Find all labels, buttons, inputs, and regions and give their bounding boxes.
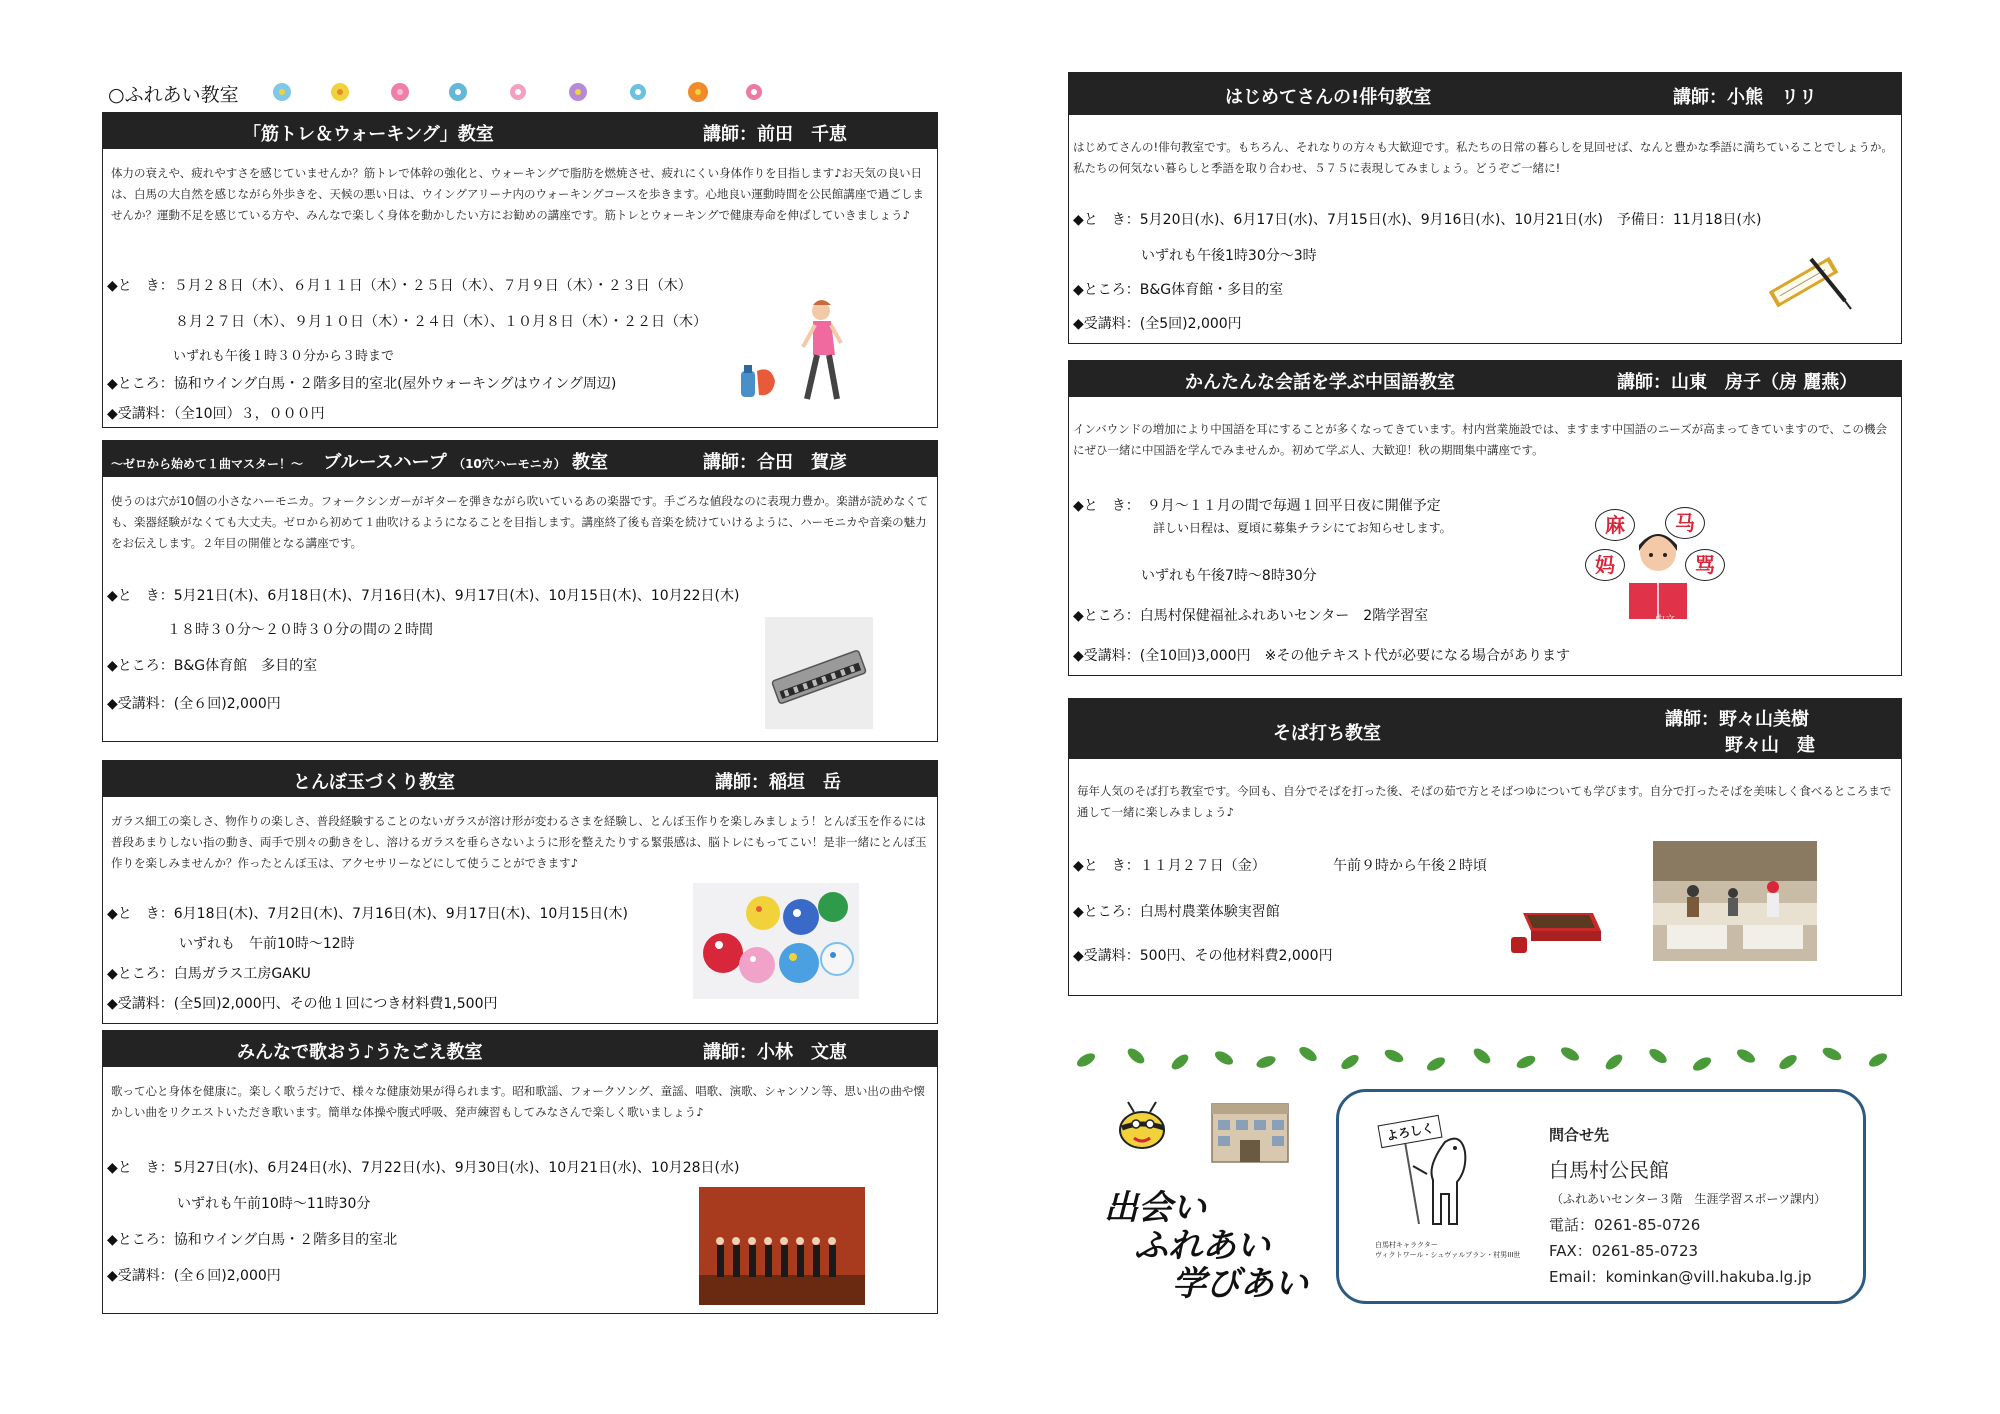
course-description: 使うのは穴が10個の小さなハーモニカ。フォークシンガーがギターを弾きながら吹いているあの楽器です。手ごろな値段なのに表現力豊か。楽譜が読めなくても、楽器経験がなくても大丈夫。ゼロから初めて１曲吹けるようになることを目指します。講座終了後も音楽を続けていけるように、ハーモニカや音楽の魅力をお伝えします。２年目の開催となる講座です。 [111,494,929,550]
slogan-line-1: 出会い [1104,1188,1206,1228]
contact-org: 白馬村公民館 [1549,1158,1669,1182]
soba-tray-icon [1523,913,1601,941]
course-place: ◆ところ：白馬村農業体験実習館 [1073,904,1280,920]
course-teacher: 講師：野々山美樹 [1665,709,1809,730]
course-place: ◆ところ：B&G体育館・多目的室 [1073,282,1284,298]
course-header [103,1031,937,1067]
leaf-icon [1603,1052,1625,1073]
course-teacher: 講師：小林 文恵 [703,1042,847,1063]
course-title-suffix: 教室 [572,452,609,473]
flower-icon [688,82,708,102]
leaf-icon [1169,1052,1191,1073]
course-fee: ◆受講料：(全5回)2,000円 [1073,316,1242,332]
course-teacher: 講師：前田 千恵 [703,124,847,145]
leaf-icon [1559,1045,1581,1064]
contact-phone: 電話：0261-85-0726 [1549,1216,1701,1234]
course-description: 体力の衰えや、疲れやすさを感じていませんか？筋トレで体幹の強化と、ウォーキングで脂肪を燃焼させ、疲れにくい身体作りを目指します♪お天気の良い日は、白馬の大自然を感じながら外歩きを、天候の悪い日は、ウイングアリーナ内のウォーキングコースを歩きます。心地良い運動時間を公民館講座で過ごしませんか？運動不足を感じている方や、みんなで楽しく身体を動かしたい方にお勧めの講座です。筋トレとウォーキングで健康寿命を伸ばしていきましょう♪ [111,166,924,222]
course-kintore-walking [102,112,938,428]
leaf-icon [1735,1047,1757,1066]
course-header [1069,361,1901,397]
course-time: 午前９時から午後２時頃 [1333,858,1487,874]
leaf-icon [1647,1046,1669,1066]
walking-woman-illustration [733,299,863,409]
course-description: インバウンドの増加により中国語を耳にすることが多くなってきています。村内営業施設では、ますます中国語のニーズが高まってきていますので、この機会にぜひ一緒に中国語を学んでみませんか。初めて学ぶ人、大歓迎！秋の期間集中講座です。 [1073,422,1887,457]
course-fee: ◆受講料：500円、その他材料費2,000円 [1073,948,1333,964]
contact-location: （ふれあいセンター３階 生涯学習スポーツ課内） [1551,1192,1827,1206]
course-description: はじめてさんの!俳句教室です。もちろん、それなりの方々も大歓迎です。私たちの日常の暮らしを見回せば、なんと豊かな季語に満ちていることでしょうか。私たちの何気ない暮らしと季語を取り合わせ、５７５に表現してみましょう。どうぞご一緒に! [1073,140,1893,175]
flower-icon [331,83,349,101]
course-time: １８時３０分～２０時３０分の間の２時間 [167,622,433,638]
course-fee: ◆受講料：（全10回）３，０００円 [107,406,325,422]
course-title: とんぼ玉づくり教室 [293,772,455,793]
leaf-icon [1383,1047,1405,1065]
course-title: 「筋トレ＆ウォーキング」教室 [243,124,494,145]
course-when: ◆と き：5月21日(木)、6月18日(木)、7月16日(木)、9月17日(木)、10月15日(木)、10月22日(木) [107,588,740,604]
course-description: 歌って心と身体を健康に。楽しく歌うだけで、様々な健康効果が得られます。昭和歌謡、フォークソング、童謡、唱歌、演歌、シャンソン等、思い出の曲や懐かしい曲をリクエストいただき歌います。簡単な体操や腹式呼吸、発声練習もしてみなさんで楽しく歌いましょう♪ [111,1084,925,1119]
soba-cup-icon [1511,937,1527,953]
contact-heading: 問合せ先 [1549,1126,1610,1144]
course-place: ◆ところ：協和ウイング白馬・２階多目的室北 [107,1232,398,1248]
chinese-char-bubble: 妈 [1585,549,1625,581]
course-title-line [111,448,608,474]
leaf-icon [1125,1046,1147,1067]
course-place: ◆ところ：B&G体育館 多目的室 [107,658,318,674]
course-teacher: 講師：稲垣 岳 [715,772,841,793]
course-time: いずれも午後1時30分～3時 [1141,248,1317,264]
course-description: ガラス細工の楽しさ、物作りの楽しさ、普段経験することのないガラスが溶け形が変わるさまを経験し、とんぼ玉作りを楽しみましょう！とんぼ玉を作るには普段あまりしない指の動き、両手で別々の動きをし、溶けるガラスを垂らさないように形を整えたりする緊張感は、脳トレにもってこい！是非一緒にとんぼ玉作りを楽しみませんか？作ったとんぼ玉は、アクセサリーなどにして使うことができます♪ [111,814,927,870]
course-time: いずれも 午前10時～12時 [179,936,355,952]
course-haiku [1068,72,1902,344]
chinese-char-bubble: 马 [1665,507,1705,539]
building-icon [1210,1102,1290,1164]
course-header [103,761,937,797]
leaf-icon [1213,1049,1235,1068]
course-chinese [1068,360,1902,676]
leaf-icon [1255,1054,1277,1070]
course-description: 毎年人気のそば打ち教室です。今回も、自分でそばを打った後、そばの茹で方とそばつゆについても学びます。自分で打ったそばを美味しく食べるところまで通して一緒に楽しみましょう♪ [1077,784,1892,819]
course-when-note: 詳しい日程は、夏頃に募集チラシにてお知らせします。 [1153,521,1452,535]
choir-stage-photo [699,1187,865,1305]
leaf-icon [1339,1052,1361,1072]
soba-box-illustration [1509,899,1605,959]
course-soba [1068,698,1902,996]
course-header [103,441,937,477]
mascot-name: ヴィクトワール・シュヴァルブラン・村男III世 [1375,1251,1521,1259]
course-place: ◆ところ：白馬村保健福祉ふれあいセンター 2階学習室 [1073,608,1429,624]
flower-decoration [262,76,772,108]
course-title: はじめてさんの!俳句教室 [1225,87,1432,108]
course-place: ◆ところ：白馬ガラス工房GAKU [107,966,311,982]
soba-class-photo [1653,841,1817,961]
leaf-decoration [1074,1042,1894,1076]
course-fee: ◆受講料：(全６回)2,000円 [107,1268,281,1284]
flower-icon [391,83,409,101]
course-when: ◆と き：5月27日(水)、6月24日(水)、7月22日(水)、9月30日(水)、10月21日(水)、10月28日(水) [107,1160,740,1176]
leaf-icon [1691,1055,1713,1074]
course-tonbodama [102,760,938,1024]
towel-icon [757,369,775,395]
flower-icon [746,84,762,100]
course-teacher: 講師：合田 賀彦 [703,452,847,473]
water-bottle-icon [741,365,755,397]
flower-icon [510,84,526,100]
course-fee: ◆受講料：(全5回)2,000円、その他１回につき材料費1,500円 [107,996,498,1012]
flower-icon [630,84,646,100]
flower-icon [273,83,291,101]
section-title: ○ふれあい教室 [108,84,239,106]
book-label: 中文 [1655,615,1675,626]
leaf-icon [1777,1052,1799,1072]
chinese-study-illustration [1579,505,1729,635]
course-teacher-2: 野々山 建 [1725,735,1815,756]
course-title: ブルースハープ [323,452,447,473]
course-when: ◆と き：6月18日(木)、7月2日(木)、7月16日(木)、9月17日(木)、10月15日(木) [107,906,628,922]
chinese-char-bubble: 麻 [1595,509,1635,541]
contact-email[interactable]: Email：kominkan@vill.hakuba.lg.jp [1549,1268,1812,1286]
course-header [1069,73,1901,115]
sign-board: よろしく [1377,1115,1442,1148]
course-utagoe [102,1030,938,1314]
tanzaku-brush-illustration [1749,243,1859,323]
course-header [103,113,937,149]
course-time: いずれも午前10時～11時30分 [177,1196,371,1212]
bee-mascot-illustration [1112,1098,1174,1154]
flower-icon [449,83,467,101]
leaf-icon [1075,1051,1097,1070]
course-when: ◆と き：5月20日(水)、6月17日(水)、7月15日(水)、9月16日(水)、10月21日(水) 予備日：11月18日(水) [1073,212,1762,228]
course-teacher: 講師：山東 房子（房 麗燕） [1617,372,1858,393]
course-blues-harp [102,440,938,742]
course-time: いずれも午後7時～8時30分 [1141,568,1317,584]
leaf-icon [1297,1044,1319,1064]
course-subtitle: ～ゼロから始めて１曲マスター！～ [111,457,304,471]
contact-panel [1336,1089,1866,1304]
course-title: かんたんな会話を学ぶ中国語教室 [1185,372,1455,393]
course-when: ◆と き：５月２８日（木）、６月１１日（木）・２５日（木）、７月９日（木）・２３日（木） [107,278,692,294]
contact-fax: FAX：0261-85-0723 [1549,1242,1699,1260]
glass-beads-photo [693,883,859,999]
leaf-icon [1821,1045,1843,1063]
course-time: いずれも午後１時３０分から３時まで [173,349,395,364]
course-when: ◆と き： ９月～１１月の間で毎週１回平日夜に開催予定 [1073,498,1441,514]
course-place: ◆ところ：協和ウイング白馬・２階多目的室北(屋外ウォーキングはウイング周辺) [107,376,617,392]
course-title-note: （10穴ハーモニカ） [453,457,566,471]
slogan-line-2: ふれあい [1134,1226,1270,1266]
course-fee: ◆受講料：(全６回)2,000円 [107,696,281,712]
course-title: みんなで歌おう♪うたごえ教室 [237,1042,483,1063]
course-fee: ◆受講料：(全10回)3,000円 ※その他テキスト代が必要になる場合があります [1073,648,1571,664]
course-header [1069,699,1901,759]
chinese-char-bubble: 骂 [1685,549,1725,581]
mascot-caption: 白馬村キャラクター [1375,1241,1438,1249]
slogan-line-3: 学びあい [1172,1264,1308,1304]
leaf-icon [1867,1051,1889,1070]
course-title: そば打ち教室 [1273,723,1381,744]
leaf-icon [1425,1055,1447,1074]
harmonica-photo [765,617,873,729]
course-when-continued: ８月２７日（木）、９月１０日（木）・２４日（木）、１０月８日（木）・２２日（木） [175,314,707,330]
course-teacher: 講師：小熊 リリ [1673,87,1817,108]
flower-icon [569,83,587,101]
leaf-icon [1471,1046,1493,1067]
course-when: ◆と き：１１月２７日（金） [1073,858,1266,874]
leaf-icon [1515,1053,1537,1071]
